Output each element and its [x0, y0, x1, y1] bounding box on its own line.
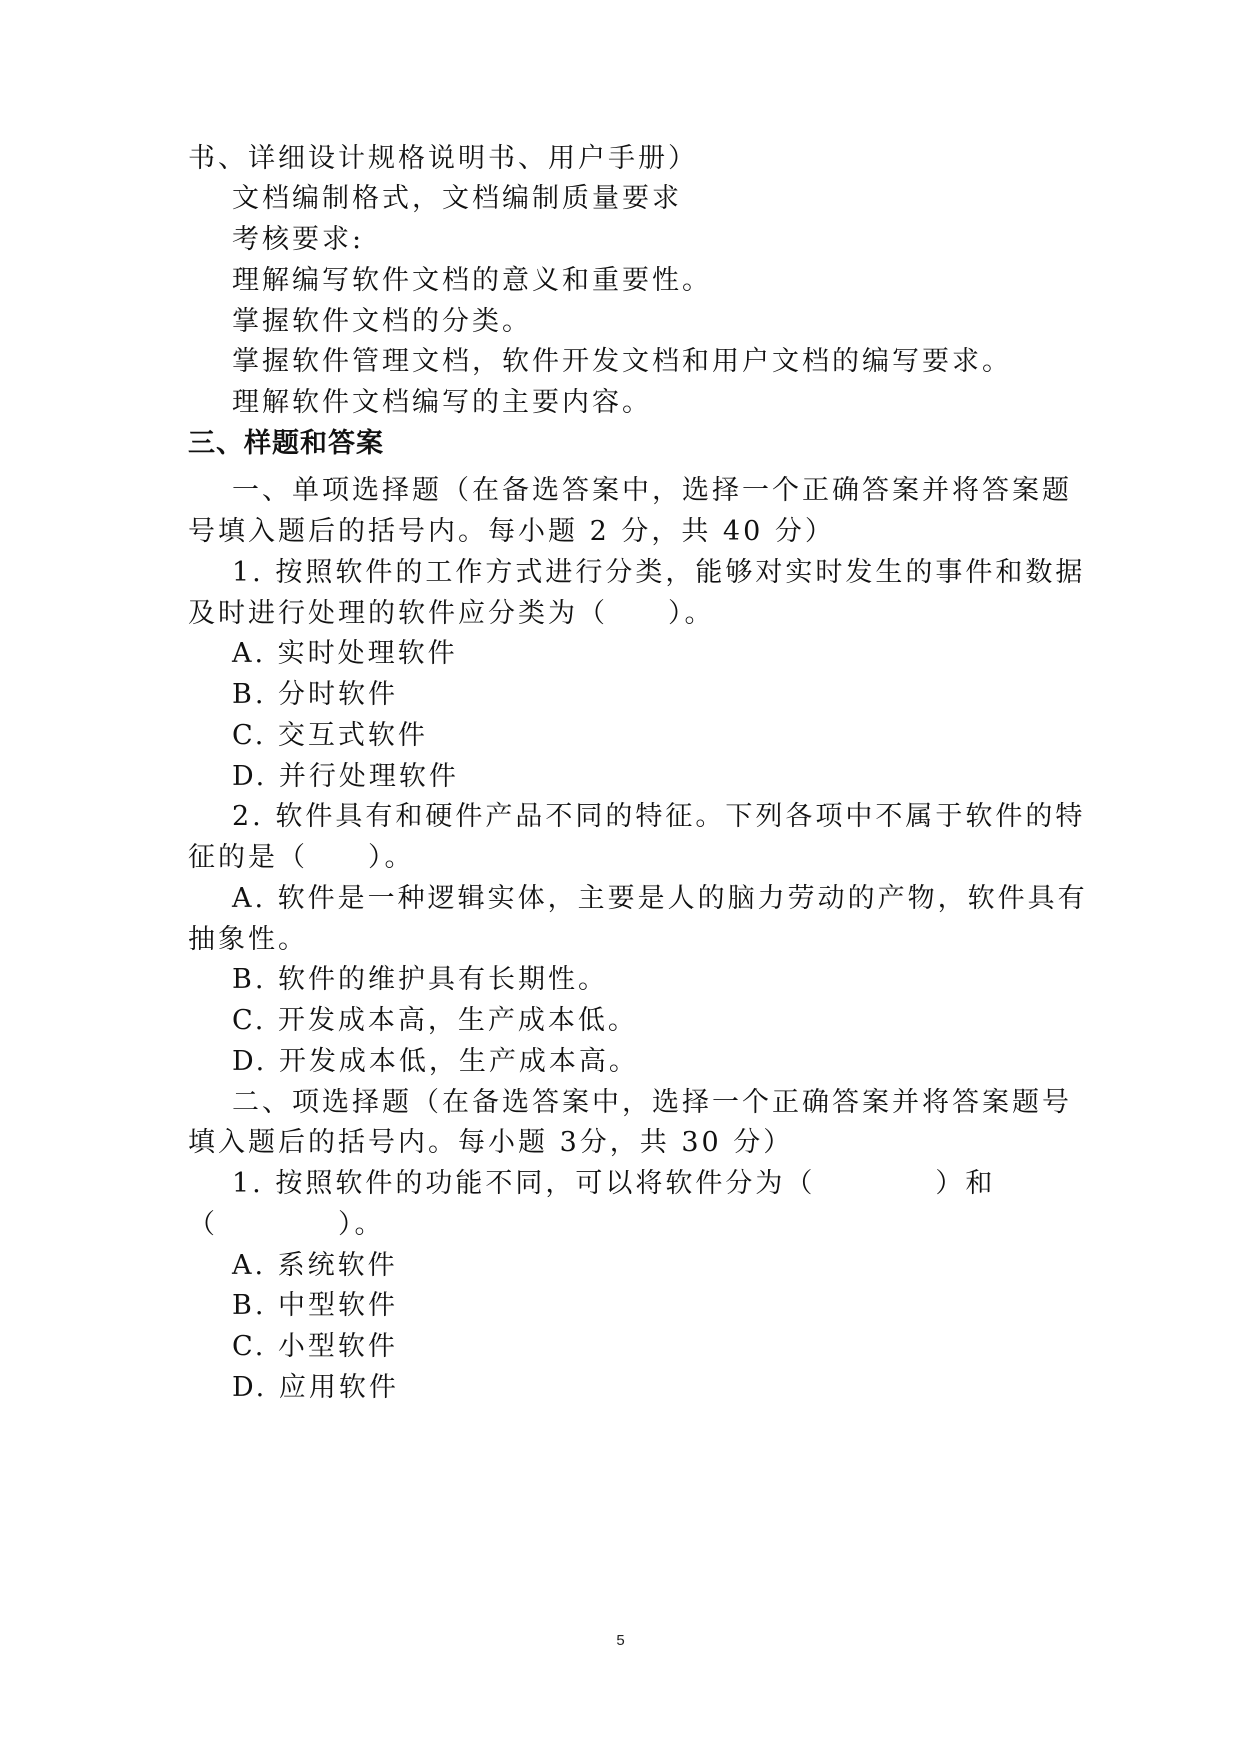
text-line: 考核要求:: [232, 224, 365, 255]
text-line: 文档编制格式，文档编制质量要求: [232, 183, 682, 214]
question-line: 1. 按照软件的工作方式进行分类，能够对实时发生的事件和数据: [232, 557, 1086, 588]
text-line: 填入题后的括号内。每小题 3分，共 30 分）: [188, 1127, 794, 1158]
option-line: C. 交互式软件: [232, 720, 428, 751]
option-line: C. 小型软件: [232, 1331, 398, 1362]
question-line: 1. 按照软件的功能不同，可以将软件分为（ ）和: [232, 1168, 996, 1199]
text-line: 二、项选择题（在备选答案中，选择一个正确答案并将答案题号: [232, 1087, 1072, 1118]
option-line: C. 开发成本高，生产成本低。: [232, 1005, 638, 1036]
option-line: D. 应用软件: [232, 1372, 399, 1403]
question-line: 及时进行处理的软件应分类为（ ）。: [188, 598, 715, 629]
option-line: 抽象性。: [188, 924, 308, 955]
section-heading: 三、样题和答案: [188, 428, 384, 459]
option-line: A. 软件是一种逻辑实体，主要是人的脑力劳动的产物，软件具有: [232, 883, 1088, 914]
option-line: D. 开发成本低，生产成本高。: [232, 1046, 639, 1077]
question-line: 2. 软件具有和硬件产品不同的特征。下列各项中不属于软件的特: [232, 801, 1086, 832]
page-number: 5: [616, 1632, 625, 1649]
option-line: B. 分时软件: [232, 679, 399, 710]
option-line: D. 并行处理软件: [232, 761, 459, 792]
question-line: 征的是（ ）。: [188, 842, 415, 873]
text-line: 理解软件文档编写的主要内容。: [232, 387, 652, 418]
option-line: B. 中型软件: [232, 1290, 399, 1321]
option-line: A. 系统软件: [232, 1250, 398, 1281]
text-line: 掌握软件文档的分类。: [232, 306, 532, 337]
text-line: 理解编写软件文档的意义和重要性。: [232, 265, 712, 296]
option-line: B. 软件的维护具有长期性。: [232, 964, 609, 995]
text-line: 一、单项选择题（在备选答案中，选择一个正确答案并将答案题: [232, 475, 1072, 506]
text-line: 号填入题后的括号内。每小题 2 分，共 40 分）: [188, 516, 835, 547]
question-line: （ ）。: [188, 1209, 385, 1240]
text-line: 掌握软件管理文档，软件开发文档和用户文档的编写要求。: [232, 346, 1012, 377]
option-line: A. 实时处理软件: [232, 638, 458, 669]
text-line: 书、详细设计规格说明书、用户手册）: [188, 143, 698, 174]
